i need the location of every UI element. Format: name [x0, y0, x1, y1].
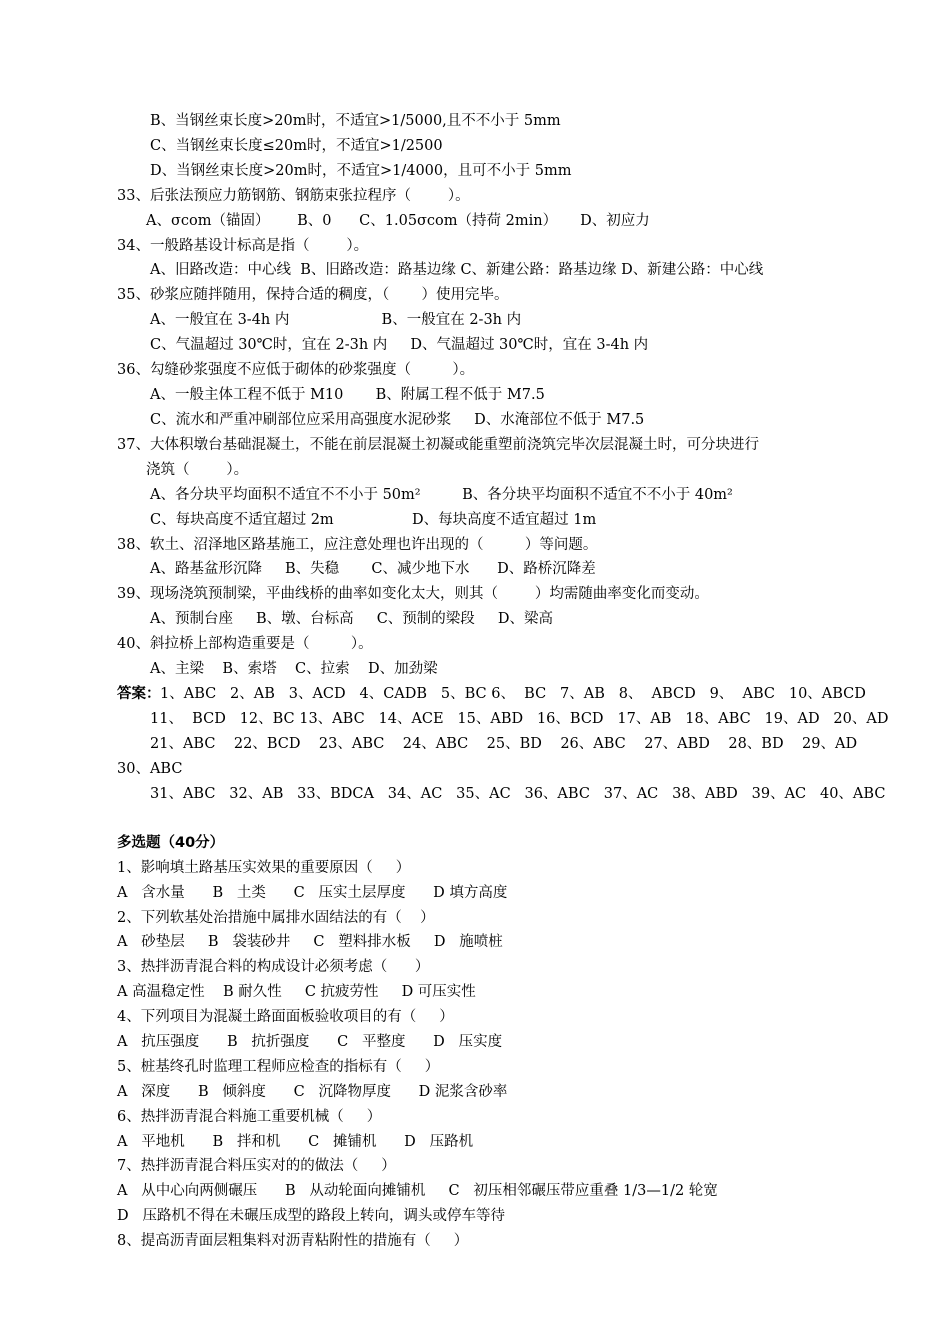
- q32-option-d: D、当钢丝束长度>20m时，不适宜>1/4000，且可不小于 5mm: [150, 163, 572, 179]
- mc-line: 6、热拌沥青混合料施工重要机械（ ）: [117, 1109, 382, 1125]
- mc-line: A 深度 B 倾斜度 C 沉降物厚度 D 泥浆含砂率: [117, 1084, 508, 1100]
- q40-stem: 40、斜拉桥上部构造重要是（ ）。: [117, 636, 373, 652]
- q35-stem: 35、砂浆应随拌随用，保持合适的稠度，（ ）使用完毕。: [117, 287, 509, 303]
- q38-stem: 38、软土、沼泽地区路基施工，应注意处理也许出现的（ ）等问题。: [117, 537, 598, 553]
- mc-line: 1、影响填土路基压实效果的重要原因（ ）: [117, 860, 411, 876]
- answers-line-5: 31、ABC 32、AB 33、BDCA 34、AC 35、AC 36、ABC 37、AC 38、ABD 39、AC 40、ABC: [150, 786, 886, 802]
- mc-line: 2、下列软基处治措施中属排水固结法的有（ ）: [117, 910, 435, 926]
- q32-option-c: C、当钢丝束长度≤20m时，不适宜>1/2500: [150, 138, 443, 154]
- q33-options: A、σcom（锚固） B、0 C、1.05σcom（持荷 2min） D、初应力: [146, 213, 650, 229]
- q36-options-1: A、一般主体工程不低于 M10 B、附属工程不低于 M7.5: [150, 387, 545, 403]
- mc-line: D 压路机不得在未碾压成型的路段上转向，调头或停车等待: [117, 1208, 505, 1224]
- q36-options-2: C、流水和严重冲刷部位应采用高强度水泥砂浆 D、水淹部位不低于 M7.5: [150, 412, 645, 428]
- mc-line: A 砂垫层 B 袋装砂井 C 塑料排水板 D 施喷桩: [117, 934, 503, 950]
- mc-line: 5、桩基终孔时监理工程师应检查的指标有（ ）: [117, 1059, 440, 1075]
- q39-options: A、预制台座 B、墩、台标高 C、预制的梁段 D、梁高: [150, 611, 553, 627]
- answers-line-1: 1、ABC 2、AB 3、ACD 4、CADB 5、BC 6、 BC 7、AB 8、 ABCD 9、 ABC 10、ABCD: [160, 686, 866, 702]
- q37-stem: 37、大体积墩台基础混凝土，不能在前层混凝土初凝或能重塑前浇筑完毕次层混凝土时，可分块进行: [117, 437, 759, 453]
- q38-options: A、路基盆形沉降 B、失稳 C、减少地下水 D、路桥沉降差: [150, 561, 596, 577]
- q40-options: A、主梁 B、索塔 C、拉索 D、加劲梁: [150, 661, 438, 677]
- section-heading: 多选题（40分）: [117, 835, 225, 851]
- q34-options: A、旧路改造：中心线 B、旧路改造：路基边缘 C、新建公路：路基边缘 D、新建公路：中心线: [150, 262, 764, 278]
- q35-options-1: A、一般宜在 3-4h 内 B、一般宜在 2-3h 内: [150, 312, 522, 328]
- answers-line-2: 11、 BCD 12、BC 13、ABC 14、ACE 15、ABD 16、BCD 17、AB 18、ABC 19、AD 20、AD: [150, 711, 889, 727]
- answers-line-4: 30、ABC: [117, 761, 183, 777]
- q39-stem: 39、现场浇筑预制梁，平曲线桥的曲率如变化太大，则其（ ）均需随曲率变化而变动。: [117, 586, 709, 602]
- q36-stem: 36、勾缝砂浆强度不应低于砌体的砂浆强度（ ）。: [117, 362, 475, 378]
- q37-options-1: A、各分块平均面积不适宜不不小于 50m² B、各分块平均面积不适宜不不小于 40m²: [150, 487, 733, 503]
- q37-options-2: C、每块高度不适宜超过 2m D、每块高度不适宜超过 1m: [150, 512, 597, 528]
- q34-stem: 34、一般路基设计标高是指（ ）。: [117, 238, 369, 254]
- mc-line: A 从中心向两侧碾压 B 从动轮面向摊铺机 C 初压相邻碾压带应重叠 1/3—1/2 轮宽: [117, 1183, 718, 1199]
- q37-stem-cont: 浇筑（ ）。: [146, 462, 249, 478]
- q33-stem: 33、后张法预应力筋钢筋、钢筋束张拉程序（ ）。: [117, 188, 470, 204]
- mc-line: 3、热拌沥青混合料的构成设计必须考虑（ ）: [117, 959, 430, 975]
- mc-line: 7、热拌沥青混合料压实对的的做法（ ）: [117, 1158, 396, 1174]
- mc-line: A 含水量 B 土类 C 压实土层厚度 D 填方高度: [117, 885, 508, 901]
- q35-options-2: C、气温超过 30℃时，宜在 2-3h 内 D、气温超过 30℃时，宜在 3-4h 内: [150, 337, 649, 353]
- answers-line-3: 21、ABC 22、BCD 23、ABC 24、ABC 25、BD 26、ABC 27、ABD 28、BD 29、AD: [150, 736, 858, 752]
- answers-label: 答案：: [117, 686, 161, 702]
- mc-line: 4、下列项目为混凝土路面面板验收项目的有（ ）: [117, 1009, 454, 1025]
- mc-line: 8、提高沥青面层粗集料对沥青粘附性的措施有（ ）: [117, 1233, 469, 1249]
- q32-option-b: B、当钢丝束长度>20m时，不适宜>1/5000,且不不小于 5mm: [150, 113, 561, 129]
- mc-line: A 抗压强度 B 抗折强度 C 平整度 D 压实度: [117, 1034, 503, 1050]
- mc-line: A 高温稳定性 B 耐久性 C 抗疲劳性 D 可压实性: [117, 984, 476, 1000]
- mc-line: A 平地机 B 拌和机 C 摊铺机 D 压路机: [117, 1134, 474, 1150]
